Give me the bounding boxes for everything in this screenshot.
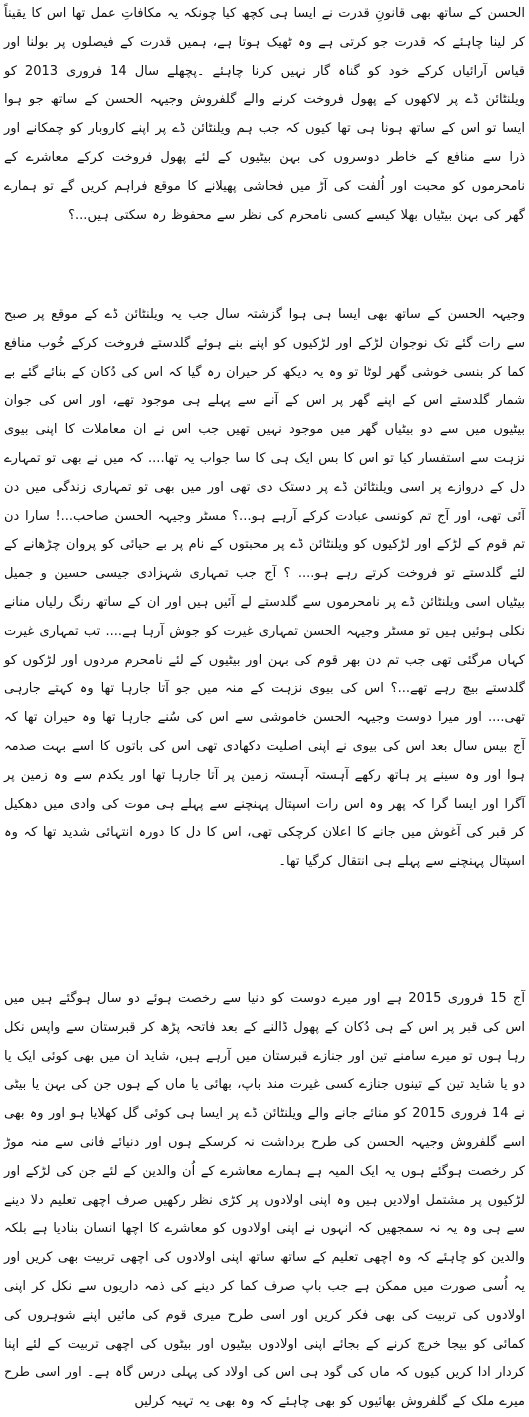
article-paragraph: وجیہہ الحسن کے ساتھ بھی ایسا ہی ہوا گزشتہ سال جب یہ ویلنٹائن ڈے کے موقع پر صبح سے رات گئے تک نوجوان لڑکے اور لڑکیوں کو اپنے بنے ہوئے گلدستے فروخت کرکے خُوب منافع کما کر بنسی خوشی گھر لوٹا تو وہ یہ دیکھ کر حیران رہ گیا کہ اس کی دُکان کے بنائے گئے بے شمار گلدستے اس کے اپنے گھر پر اس کے آنے سے پہلے ہی موجود تھے، اور اس کی جوان بیٹیوں میں سے دو بیٹیاں گھر میں موجود نہیں تھیں جب اس نے ان معاملات کا اپنی بیوی نزہت سے استفسار کیا تو اس کا بس ایک ہی کا سا جواب یہ تھا.... کہ میں نے بھی تو تمہارے دل کے دروازے پر اسی ویلنٹائن ڈے پر دستک دی تھی اور میں بھی تو تمہاری زندگی میں دن آئی تھی، اور آج تم کونسی عبادت کرکے آرہے ہو...؟ مسٹر وجیہہ الحسن صاحب...! سارا دن تم قوم کے لڑکے اور لڑکیوں کو ویلنٹائن ڈے پر محبتوں کے نام پر بے حیائی کو پروان چڑھانے کے لئے گلدستے تو فروخت کرتے رہے ہو.... ؟ آج جب تمہاری شہزادی جیسی حسین و جمیل بیٹیاں اسی ویلنٹائن ڈے پر نامحرموں سے گلدستے لے آئیں ہیں اور ان کے ساتھ رنگ رلیاں منانے نکلی ہوئیں ہیں تو مسٹر وجیہہ الحسن تمہاری غیرت کو جوش آرہا ہے.... تب تمہاری غیرت کہاں مرگئی تھی جب تم دن بھر قوم کی بہن اور بیٹیوں کے لئے نامحرم مردوں اور لڑکوں کو گلدستے بیچ رہے تھے...؟ اس کی بیوی نزہت کے منہ میں جو آتا جارہا تھا وہ کہتے جارہی تھی.... اور میرا دوست وجیہہ الحسن خاموشی سے اس کی سُنے جارہا تھا وہ حیران تھا کہ آج بیس سال بعد اس کی بیوی نے اپنی اصلیت دکھادی تھی اس کی باتوں کا اسے بہت صدمہ ہوا اور وہ سینے پر ہاتھ رکھے آہستہ آہستہ زمین پر آتا جارہا تھا اور یکدم سے وہ زمین پر آگرا اور ایسا گرا کہ پھر وہ اس رات اسپتال پہنچنے سے پہلے ہی موت کی وادی میں دھکیل کر قبر کی آغوش میں جانے کا اعلان کرچکی تھی، اس کا دل کا دورہ انتہائی شدید تھا کہ وہ اسپتال پہنچنے سے پہلے ہی انتقال کرگیا تھا۔ bbox=[4, 307, 525, 870]
article-paragraph: الحسن کے ساتھ بھی قانونِ قدرت نے ایسا ہی کچھ کیا چونکہ یہ مکافاتِ عمل تھا اس کا یقیناً کر لینا چاہئے کہ قدرت جو کرتی ہے وہ ٹھیک ہوتا ہے، ہمیں قدرت کے فیصلوں پر بولنا اور قیاس آرائیاں کرکے خود کو گناہ گار نہیں کرنا چاہئے ۔پچھلے سال 14 فروری 2013 کو ویلنٹائن ڈے پر لاکھوں کے پھول فروخت کرنے والے گلفروش وجیہہ الحسن کے ساتھ جو ہوا ایسا تو اس کے ساتھ ہونا ہی تھا کیوں کہ جب ہم ویلنٹائن ڈے پر اپنے کاروبار کو چمکانے اور ذرا سے منافع کے خاطر دوسروں کی بہن بیٹیوں کے لئے پھول فروخت کرکے معاشرے کے نامحرموں کو محبت اور اُلفت کی آڑ میں فحاشی پھیلانے کا موقع فراہم کریں گے تو ہمارے گھر کی بہن بیٹیاں بھلا کیسے کسی نامحرم کی نظر سے محفوظ رہ سکتی ہیں...؟ bbox=[4, 6, 526, 223]
article-body bbox=[4, 0, 526, 1410]
article-paragraph: آج 15 فروری 2015 ہے اور میرے دوست کو دنیا سے رخصت ہوئے دو سال ہوگئے ہیں میں اس کی قبر پر اس کے ہی دُکان کے پھول ڈالنے کے بعد فاتحہ پڑھ کر قبرستان سے واپس نکل رہا ہوں تو میرے سامنے تین اور جنازے قبرستان میں آرہے ہیں، شاید ان میں بھی کوئی ایک یا دو یا شاید تین کے تینوں جنازے کسی غیرت مند باپ، بھائی یا ماں کے ہوں جن کی بہن یا بیٹی نے 14 فروری 2015 کو منائے جانے والے ویلنٹائن ڈے پر ایسا ہی کوئی گل کھلایا ہو اور وہ بھی اسے گلفروش وجیہہ الحسن کی طرح برداشت نہ کرسکے ہوں اور دنیائے فانی سے منہ موڑ کر رخصت ہوگئے ہوں یہ ایک المیہ ہے ہمارے معاشرے کے اُن والدین کے لئے جن کی لڑکے اور لڑکیوں پر مشتمل اولادیں ہیں وہ اپنی اولادوں پر کڑی نظر رکھیں صرف اچھی تعلیم دلا دینے سے ہی وہ یہ نہ سمجھیں کہ انہوں نے اپنی اولادوں کو معاشرے کا اچھا انسان بنادیا ہے بلکہ والدین کو چاہئے کہ وہ اچھی تعلیم کے ساتھ ساتھ اپنی اولادوں کی اچھی تربیت بھی کریں اور یہ اُسی صورت میں ممکن ہے جب باپ صرف کما کر دینے کی ذمہ داریوں سے نکل کر اپنی اولادوں کی تربیت کی بھی فکر کریں اور اسی طرح میری قوم کی مائیں اپنے شوہروں کی کمائی کو بیجا خرچ کرنے کے بجائے اپنی اولادوں بیٹیوں اور بیٹوں کی اچھی تربیت کے لئے اپنا کردار ادا کریں کیوں کہ ماں کی گود ہی اس کی اولاد کی پہلی درس گاہ ہے۔ اور اسی طرح میرے ملک کے گلفروش بھائیوں کو بھی چاہئے کہ وہ بھی یہ تہیہ کرلیں bbox=[4, 991, 525, 1410]
